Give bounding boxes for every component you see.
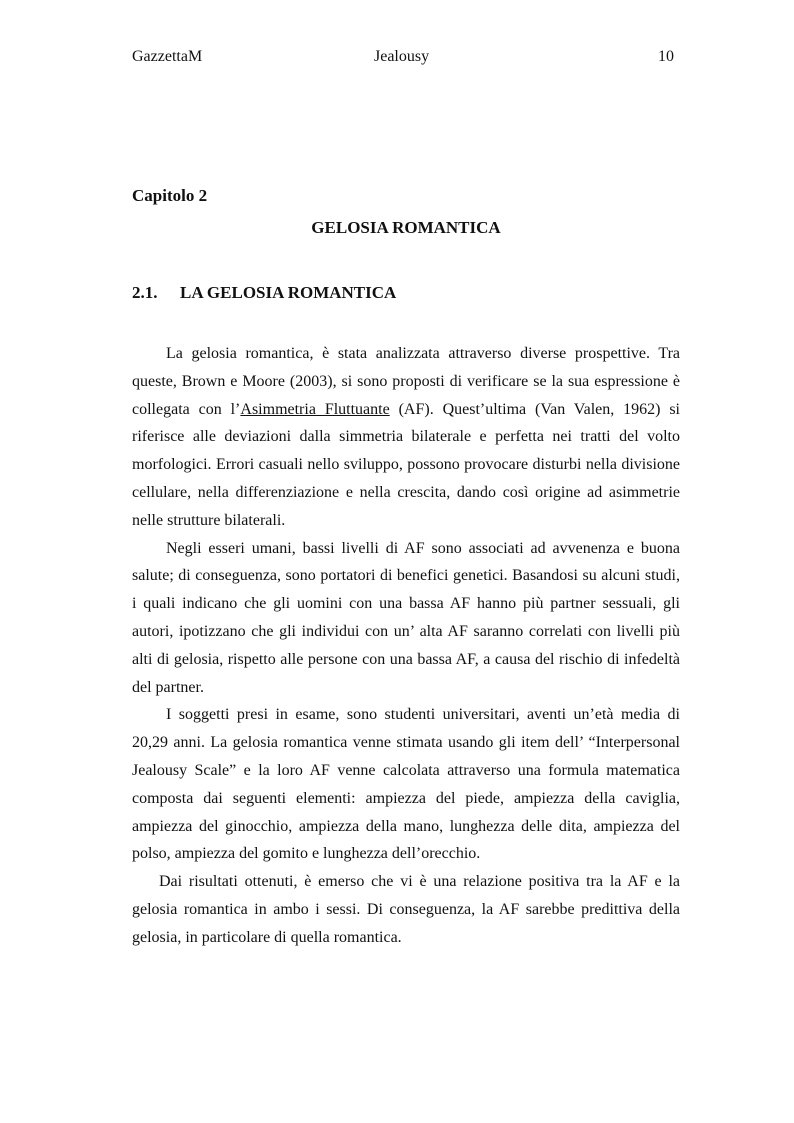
paragraph-1 xyxy=(132,340,680,535)
body-text xyxy=(132,340,680,952)
section-number: 2.1. xyxy=(132,283,158,302)
paragraph-2: Negli esseri umani, bassi livelli di AF sono associati ad avvenenza e buona salute; di conseguenza, sono portatori di benefici genetici. Basandosi su alcuni studi, i quali indicano che gli uomini con una bassa AF hanno più partner sessuali, gli autori, ipotizzano che gli individui con un’ alta AF saranno correlati con livelli più alti di gelosia, rispetto alle persone con una bassa AF, a causa del rischio di infedeltà del partner. xyxy=(132,539,680,696)
underlined-term: Asimmetria Fluttuante xyxy=(240,400,390,418)
paragraph-4: Dai risultati ottenuti, è emerso che vi è una relazione positiva tra la AF e la gelosia romantica in ambo i sessi. Di conseguenza, la AF sarebbe predittiva della gelosia, in particolare di quella romantica. xyxy=(132,873,680,946)
paragraph-3: I soggetti presi in esame, sono studenti universitari, aventi un’età media di 20,29 anni. La gelosia romantica venne stimata usando gli item dell’ “Interpersonal Jealousy Scale” e la loro AF venne calcolata attraverso una formula matematica composta dai seguenti elementi: ampiezza del piede, ampiezza della caviglia, ampiezza del ginocchio, ampiezza della mano, lunghezza delle dita, ampiezza del polso, ampiezza del gomito e lunghezza dell’orecchio. xyxy=(132,706,680,863)
paragraph-1-part-a: La gelosia romantica, è stata analizzata attraverso diverse prospettive. Tra queste, Brown e Moore (2003), si sono proposti di verificare se la sua espressione è collegata con l’ xyxy=(132,345,680,418)
section-heading xyxy=(132,282,396,304)
section-title: LA GELOSIA ROMANTICA xyxy=(180,283,397,302)
header-running-title: Jealousy xyxy=(374,48,430,65)
chapter-label: Capitolo 2 xyxy=(132,186,208,205)
header-page-number: 10 xyxy=(658,48,674,65)
header-author: GazzettaM xyxy=(132,48,203,65)
chapter-title: GELOSIA ROMANTICA xyxy=(311,218,501,237)
paragraph-1-part-b: (AF). Quest’ultima (Van Valen, 1962) si riferisce alle deviazioni dalla simmetria bilaterale e perfetta nei tratti del volto morfologici. Errori casuali nello sviluppo, possono provocare disturbi nella divisione cellulare, nella differenziazione e nella crescita, dando così origine ad asimmetrie nelle strutture bilaterali. xyxy=(132,400,681,529)
